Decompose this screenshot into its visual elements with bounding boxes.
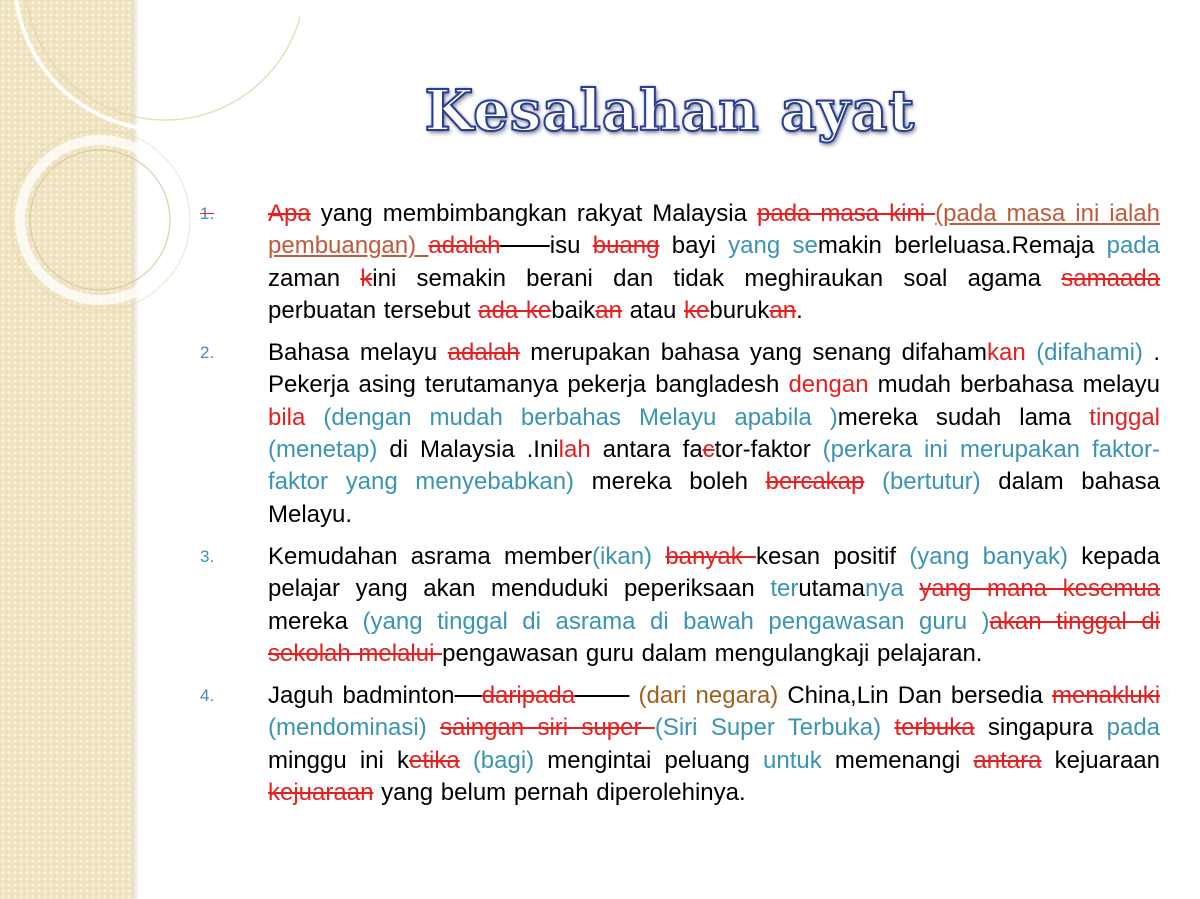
text-segment: yang belum pernah diperolehinya. [373, 779, 746, 807]
text-segment: mereka boleh [574, 468, 766, 496]
text-segment: kepada pelajar yang akan menduduki peperiksaan [268, 542, 1161, 603]
text-segment: lah [558, 436, 591, 464]
list-item [200, 541, 1160, 670]
text-segment: isu [549, 232, 593, 260]
list-item-number: 4. [200, 686, 215, 706]
text-segment: kesan positif [756, 542, 910, 570]
text-segment: utama [798, 575, 866, 603]
text-segment: mereka sudah lama [837, 403, 1090, 431]
text-segment: antara [973, 746, 1042, 774]
text-segment: samaada [1061, 264, 1161, 292]
text-segment: an [595, 296, 622, 324]
text-segment: (dari negara) [638, 682, 779, 710]
text-segment: . Pekerja asing terutamanya pekerja bangladesh [268, 339, 1161, 399]
text-segment: ke [684, 296, 710, 324]
text-segment: makin berleluasa.Remaja [817, 232, 1107, 260]
text-segment: adalah [428, 232, 501, 260]
text-segment [780, 232, 792, 259]
text-segment: antara fa [590, 436, 703, 464]
text-segment: ini semakin berani dan tidak meghiraukan soal agama [372, 264, 1062, 292]
text-segment: (ikan) [592, 542, 653, 570]
text-segment [904, 575, 920, 602]
text-segment: (dengan mudah berbahas Melayu apabila ) [323, 403, 838, 431]
text-segment: Kemudahan asrama member [268, 542, 593, 570]
text-segment: (menetap) [268, 436, 378, 464]
text-segment: tor-faktor [714, 436, 823, 464]
text-segment: buang [592, 232, 660, 260]
text-segment: yang membimbangkan rakyat Malaysia [310, 200, 757, 227]
text-segment: an [769, 296, 797, 324]
text-segment: k [360, 264, 373, 292]
text-segment: di Malaysia .Ini [377, 436, 559, 464]
text-segment: perbuatan tersebut [268, 296, 479, 324]
text-segment: dalam bahasa Melayu. [268, 468, 1160, 528]
text-segment: (Siri Super Terbuka) [654, 714, 882, 742]
text-segment: kejuaraan [268, 779, 374, 807]
text-segment [652, 543, 665, 570]
list-item-text [268, 198, 1160, 327]
text-segment: Bahasa melayu [268, 339, 448, 367]
text-segment: kejuaraan [1041, 746, 1161, 774]
slide-title-text: Kesalahan ayat [424, 78, 916, 144]
text-segment: merupakan bahasa yang senang difaham [519, 339, 988, 367]
text-segment: kan [987, 339, 1026, 367]
text-segment [864, 468, 882, 495]
text-segment: (mendominasi) [268, 714, 427, 742]
sentence-correction-list [200, 198, 1160, 809]
text-segment: mengintai peluang [534, 746, 764, 774]
text-segment: akan tinggal di sekolah melalui [268, 607, 1160, 667]
text-segment [460, 747, 473, 774]
text-segment: saingan siri super [440, 714, 655, 742]
list-item-text [268, 680, 1160, 809]
text-segment: ada ke [478, 296, 552, 324]
list-item [200, 680, 1160, 809]
list-item-number: 1. [200, 204, 215, 223]
text-segment [881, 714, 894, 741]
list-item-text [268, 337, 1160, 531]
text-segment: . [796, 296, 803, 324]
list-item-number: 2. [200, 343, 215, 363]
text-segment: buruk [709, 296, 770, 324]
text-segment: Apa [268, 200, 311, 227]
list-item [200, 198, 1160, 327]
text-segment: c [702, 436, 715, 464]
text-segment: tinggal [1089, 403, 1161, 431]
text-segment: atau [621, 296, 684, 324]
text-segment: menakluki [1051, 682, 1161, 710]
text-segment: (difahami) [1036, 339, 1143, 367]
text-segment: (bertutur) [881, 468, 981, 496]
text-segment: yang [728, 232, 781, 260]
text-segment: daripada [481, 682, 576, 710]
text-segment: (yang tinggal di asrama di bawah pengawasan guru ) [362, 607, 990, 635]
text-segment: se [792, 232, 818, 260]
text-segment: banyak [665, 542, 756, 570]
text-segment: etika [408, 746, 460, 774]
text-segment [1026, 339, 1036, 366]
text-segment: pada [1106, 232, 1160, 260]
list-item [200, 337, 1160, 531]
list-item-text [268, 541, 1160, 670]
text-segment [501, 232, 550, 259]
text-segment: pada masa kini [757, 200, 936, 227]
text-segment [305, 404, 323, 431]
text-segment: (perkara ini merupakan faktor-faktor yang menyebabkan) [268, 436, 1160, 496]
text-segment: (yang banyak) [909, 542, 1068, 570]
text-segment: singapura [974, 714, 1107, 742]
text-segment [427, 714, 440, 741]
text-segment: untuk [763, 746, 822, 774]
text-segment: memenangi [821, 746, 974, 774]
text-segment: minggu ini k [268, 746, 409, 774]
text-segment: bayi [659, 232, 729, 260]
text-segment [575, 682, 629, 709]
text-segment: dengan [788, 371, 869, 399]
text-segment: baik [551, 296, 596, 324]
text-segment: bercakap [765, 468, 865, 496]
text-segment: terbuka [894, 714, 975, 742]
text-segment: ter [770, 575, 799, 603]
text-segment: China,Lin Dan bersedia [778, 682, 1052, 710]
text-segment: (pada masa ini ialah pembuangan) [268, 200, 1161, 260]
text-segment: pada [1106, 714, 1161, 742]
text-segment: adalah [447, 339, 520, 367]
text-segment: zaman [268, 264, 361, 292]
slide-title [0, 78, 1200, 144]
list-item-number: 3. [200, 546, 215, 566]
text-segment: (bagi) [472, 746, 535, 774]
text-segment: yang mana kesemua [919, 575, 1161, 603]
text-segment: bila [268, 403, 306, 431]
text-segment [455, 682, 482, 709]
text-segment: nya [865, 575, 904, 603]
text-segment: pengawasan guru dalam mengulangkaji pelajaran. [442, 639, 983, 667]
text-segment: mereka [268, 607, 363, 635]
text-segment: Jaguh badminton [268, 682, 455, 710]
text-segment: mudah berbahasa melayu [868, 371, 1160, 399]
